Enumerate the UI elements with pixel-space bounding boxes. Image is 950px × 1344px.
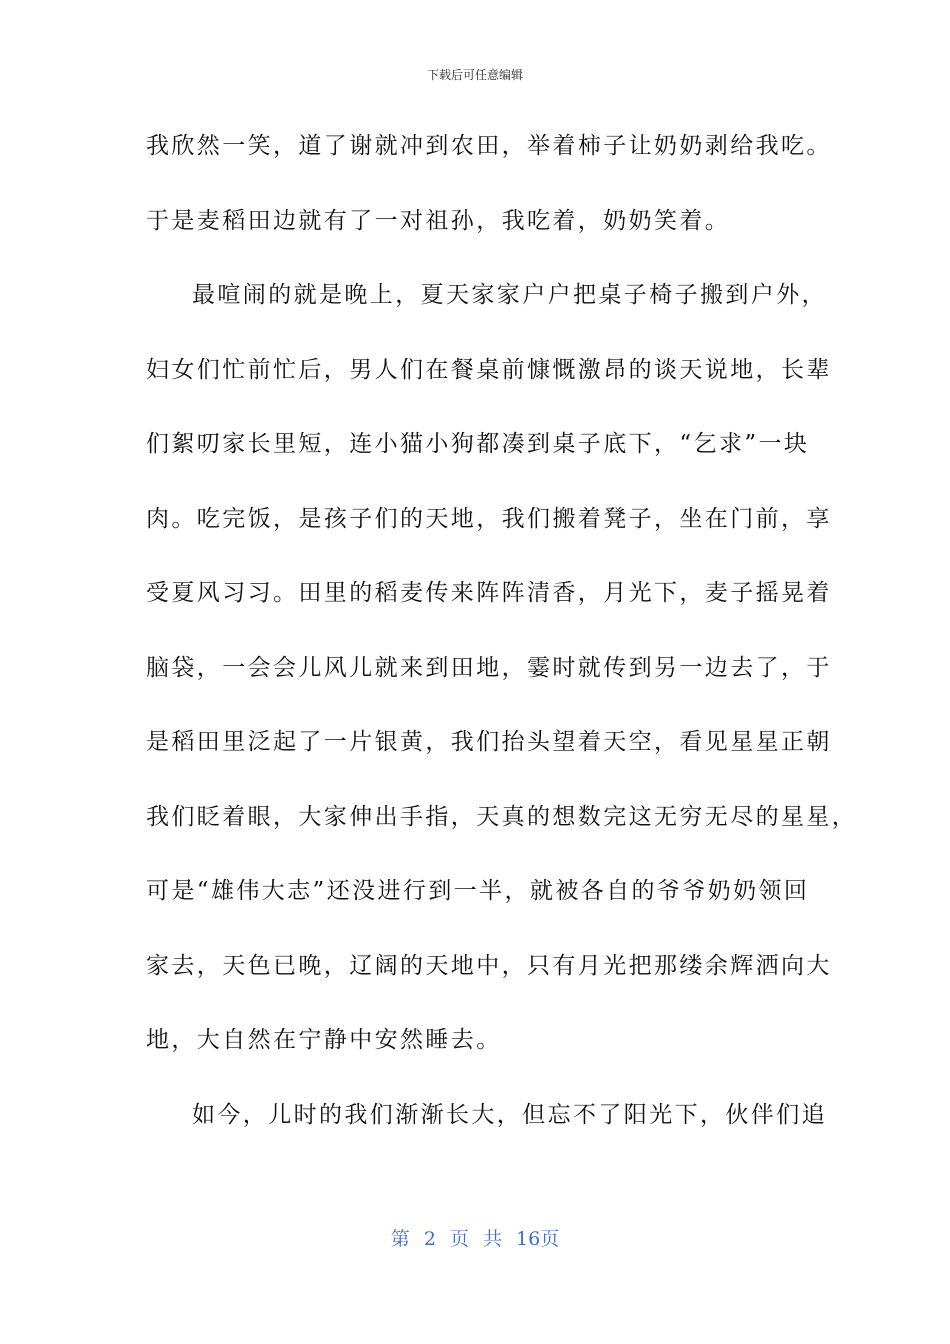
- text-line: 可是“雄伟大志”还没进行到一半，就被各自的爷爷奶奶领回: [146, 878, 810, 904]
- text-line: 们絮叨家长里短，连小猫小狗都凑到桌子底下，“乞求”一块: [146, 431, 810, 457]
- page-header: 下载后可任意编辑: [426, 68, 523, 82]
- text-line: 是稻田里泛起了一片银黄，我们抬头望着天空，看见星星正朝: [146, 729, 832, 755]
- text-line: 脑袋，一会会儿风儿就来到田地，霎时就传到另一边去了，于: [146, 654, 832, 681]
- text-line: 地，大自然在宁静中安然睡去。: [146, 1027, 502, 1053]
- text-line: 受夏风习习。田里的稻麦传来阵阵清香，月光下，麦子摇晃着: [146, 580, 832, 606]
- page-number-footer: 第 2 页 共 16页: [390, 1228, 560, 1250]
- text-line: 妇女们忙前忙后，男人们在餐桌前慷慨激昂的谈天说地，长辈: [146, 356, 832, 383]
- text-line: 最喧闹的就是晚上，夏天家家户户把桌子椅子搬到户外，: [192, 282, 827, 308]
- body-text: [146, 126, 858, 1169]
- text-line: 于是麦稻田边就有了一对祖孙，我吃着，奶奶笑着。: [146, 207, 731, 234]
- text-line: 我欣然一笑，道了谢就冲到农田，举着柿子让奶奶剥给我吃。: [146, 133, 832, 159]
- text-line: 肉。吃完饭，是孩子们的天地，我们搬着凳子，坐在门前，享: [146, 505, 832, 532]
- text-line: 如今，儿时的我们渐渐长大，但忘不了阳光下，伙伴们追: [192, 1101, 827, 1128]
- text-line: 我们眨着眼，大家伸出手指，天真的想数完这无穷无尽的星星，: [146, 803, 858, 830]
- text-line: 家去，天色已晚，辽阔的天地中，只有月光把那缕余辉洒向大: [146, 952, 832, 979]
